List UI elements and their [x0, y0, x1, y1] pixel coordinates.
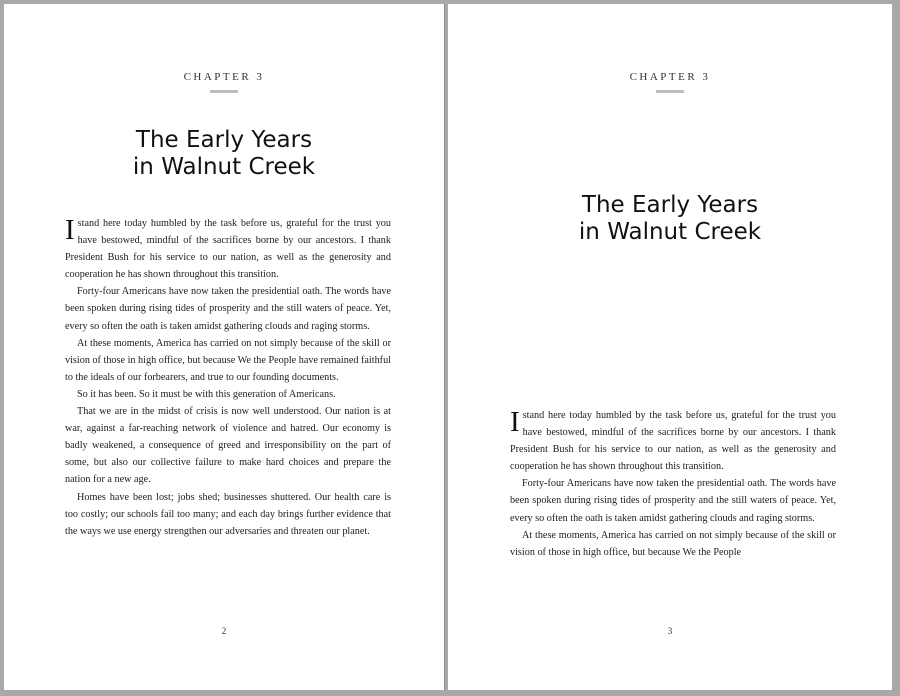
paragraph: That we are in the midst of crisis is now well understood. Our nation is at war, against a far-reaching network of violence and hatred. Our economy is badly weakened, a consequence of greed and irresponsibility on the part of some, but also our collective failure to make hard choices and prepare the nation for a new age.: [65, 406, 391, 486]
paragraph: [65, 215, 391, 283]
paragraph: At these moments, America has carried on not simply because of the skill or vision of those in high office, but because We the People have remained faithful to the ideals of our forbearers, and true to our founding documents.: [65, 337, 391, 383]
body-text: [510, 407, 836, 561]
paragraph: Forty-four Americans have now taken the presidential oath. The words have been spoken during rising tides of prosperity and the still waters of peace. Yet, every so often the oath is taken amidst gathering clouds and raging storms.: [510, 478, 836, 524]
chapter-rule: [210, 90, 238, 93]
drop-cap: I: [65, 214, 75, 246]
paragraph: [510, 407, 836, 475]
chapter-label: CHAPTER 3: [183, 71, 265, 83]
paragraph: Homes have been lost; jobs shed; businesses shuttered. Our health care is too costly; our schools fail too many; and each day brings further evidence that the ways we use energy strengthen our adversaries and threaten our planet.: [65, 491, 391, 537]
paragraph: At these moments, America has carried on not simply because of the skill or vision of those in high office, but because We the People: [510, 529, 836, 558]
paragraph: So it has been. So it must be with this generation of Americans.: [77, 388, 336, 400]
drop-cap: I: [510, 406, 520, 438]
page-number: 2: [221, 626, 227, 636]
chapter-title-line-2: in Walnut Creek: [132, 154, 316, 180]
page-number: 3: [667, 626, 673, 636]
chapter-title: [448, 192, 892, 246]
left-page: [4, 4, 445, 690]
paragraph-text: stand here today humbled by the task before us, grateful for the trust you have bestowed, mindful of the sacrifices borne by our ancestors. I thank President Bush for his service to our nation, as well as the generosity and cooperation he has shown throughout this transition.: [65, 218, 391, 281]
right-page: [448, 4, 892, 690]
paragraph: Forty-four Americans have now taken the presidential oath. The words have been spoken during rising tides of prosperity and the still waters of peace. Yet, every so often the oath is taken amidst gathering clouds and raging storms.: [65, 286, 391, 332]
chapter-title-line-1: The Early Years: [135, 127, 313, 153]
chapter-label: CHAPTER 3: [629, 71, 711, 83]
chapter-title-line-1: The Early Years: [581, 192, 759, 218]
chapter-title: [4, 127, 444, 181]
chapter-rule: [656, 90, 684, 93]
body-text: [65, 215, 391, 540]
chapter-title-line-2: in Walnut Creek: [578, 219, 762, 245]
paragraph-text: stand here today humbled by the task before us, grateful for the trust you have bestowed, mindful of the sacrifices borne by our ancestors. I thank President Bush for his service to our nation, as well as the generosity and cooperation he has shown throughout this transition.: [510, 410, 836, 473]
